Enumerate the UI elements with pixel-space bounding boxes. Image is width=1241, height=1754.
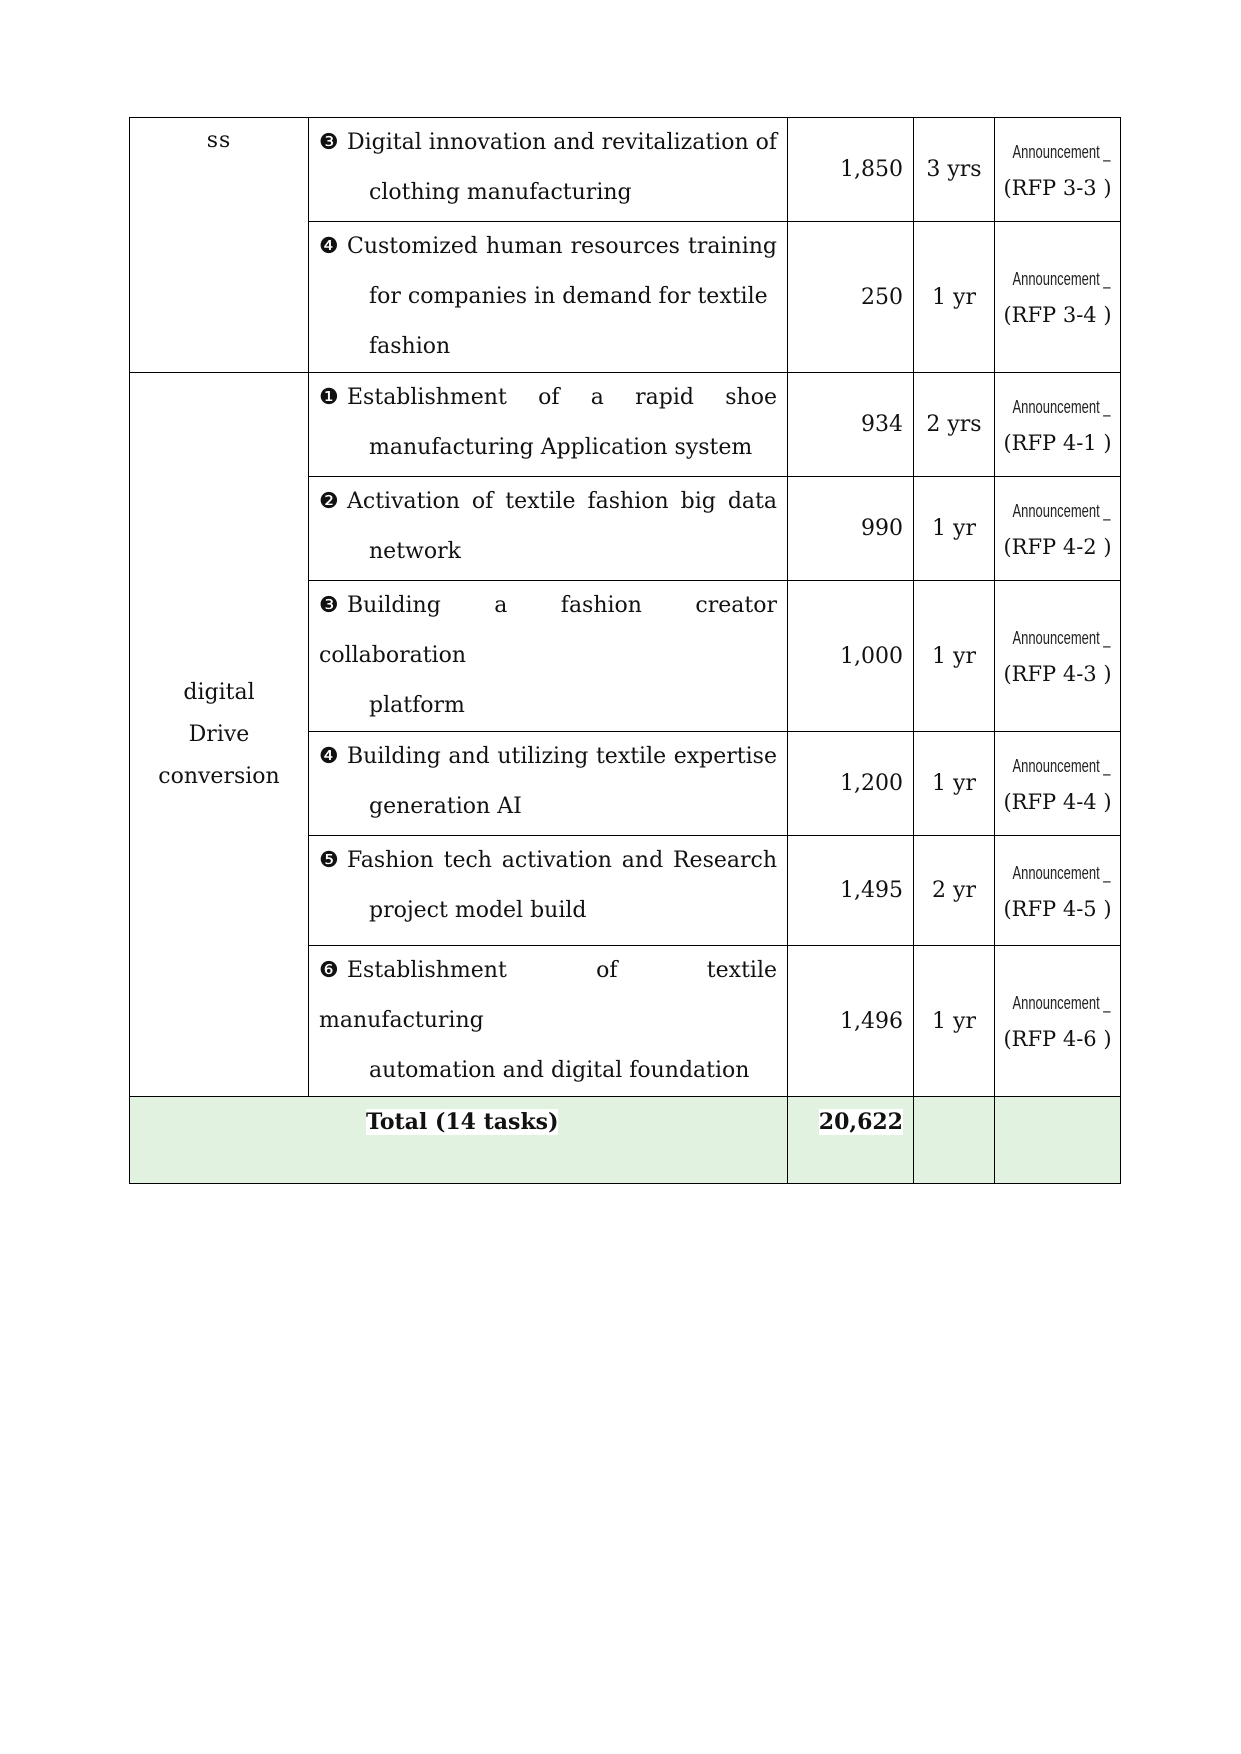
total-row bbox=[130, 1097, 1121, 1184]
rfp-code: (RFP 3-3 ) bbox=[1003, 175, 1112, 200]
budget-cell: 1,850 bbox=[788, 118, 914, 222]
budget-cell: 1,000 bbox=[788, 581, 914, 732]
rfp-cell bbox=[995, 946, 1121, 1097]
rfp-code: (RFP 4-1 ) bbox=[1003, 430, 1112, 455]
period-cell: 1 yr bbox=[914, 732, 995, 836]
total-label-cell bbox=[130, 1097, 788, 1184]
table-row bbox=[130, 373, 1121, 477]
budget-cell: 1,200 bbox=[788, 732, 914, 836]
task-title: Establishment of textile manufacturing bbox=[319, 958, 777, 1033]
total-rfp-cell bbox=[995, 1097, 1121, 1184]
budget-cell: 990 bbox=[788, 477, 914, 581]
task-title: Establishment of a rapid shoe bbox=[347, 385, 777, 410]
task-cell bbox=[309, 836, 788, 946]
task-title: Activation of textile fashion big data bbox=[347, 489, 777, 514]
task-title: Customized human resources training bbox=[347, 234, 777, 259]
category-label: ss bbox=[206, 128, 232, 153]
announcement-label: Announcement _ bbox=[1012, 500, 1111, 521]
announcement-label: Announcement _ bbox=[1012, 628, 1111, 648]
task-number-marker: ❸ bbox=[319, 593, 339, 618]
task-line bbox=[319, 118, 777, 168]
task-number-marker: ❷ bbox=[319, 489, 339, 514]
period-cell: 1 yr bbox=[914, 477, 995, 581]
budget-cell: 934 bbox=[788, 373, 914, 477]
task-title: Digital innovation and revitalization of bbox=[347, 130, 777, 155]
task-line: for companies in demand for textile bbox=[369, 284, 768, 309]
rfp-code: (RFP 3-4 ) bbox=[1003, 303, 1112, 327]
period-cell: 1 yr bbox=[914, 222, 995, 373]
task-cell bbox=[309, 373, 788, 477]
task-line: project model build bbox=[369, 898, 587, 923]
announcement-label: Announcement _ bbox=[1012, 755, 1111, 776]
category-cell bbox=[130, 118, 309, 373]
task-number-marker: ❹ bbox=[319, 744, 339, 769]
announcement-label: Announcement _ bbox=[1012, 141, 1111, 162]
task-line bbox=[319, 946, 777, 1046]
rfp-cell bbox=[995, 581, 1121, 732]
rfp-cell bbox=[995, 222, 1121, 373]
task-line bbox=[319, 732, 777, 782]
rfp-cell bbox=[995, 118, 1121, 222]
total-period-cell bbox=[914, 1097, 995, 1184]
rfp-code: (RFP 4-6 ) bbox=[1003, 1027, 1112, 1051]
task-number-marker: ❸ bbox=[319, 130, 339, 155]
task-line: automation and digital foundation bbox=[369, 1058, 750, 1083]
task-cell bbox=[309, 946, 788, 1097]
rfp-cell bbox=[995, 732, 1121, 836]
task-cell bbox=[309, 477, 788, 581]
total-value: 20,622 bbox=[818, 1109, 903, 1135]
period-cell: 2 yrs bbox=[914, 373, 995, 477]
announcement-label: Announcement _ bbox=[1012, 269, 1111, 289]
task-cell bbox=[309, 118, 788, 222]
task-number-marker: ❶ bbox=[319, 385, 339, 410]
rfp-cell bbox=[995, 373, 1121, 477]
task-line: network bbox=[369, 539, 461, 564]
category-label: digital bbox=[183, 679, 255, 705]
rfp-code: (RFP 4-2 ) bbox=[1003, 534, 1112, 559]
task-title: Fashion tech activation and Research bbox=[347, 848, 777, 873]
task-line: clothing manufacturing bbox=[369, 180, 632, 205]
budget-table bbox=[129, 117, 1121, 1184]
task-line bbox=[319, 477, 777, 527]
announcement-label: Announcement _ bbox=[1012, 862, 1111, 883]
task-number-marker: ❺ bbox=[319, 848, 339, 873]
period-cell: 1 yr bbox=[914, 946, 995, 1097]
budget-cell: 1,495 bbox=[788, 836, 914, 946]
task-line: platform bbox=[369, 693, 465, 718]
task-number-marker: ❹ bbox=[319, 234, 339, 259]
rfp-cell bbox=[995, 836, 1121, 946]
category-label: Drive bbox=[188, 721, 250, 747]
task-title: Building a fashion creator collaboration bbox=[319, 593, 777, 668]
category-label: conversion bbox=[158, 763, 280, 789]
task-cell bbox=[309, 581, 788, 732]
announcement-label: Announcement _ bbox=[1012, 993, 1111, 1013]
task-cell bbox=[309, 732, 788, 836]
task-line: fashion bbox=[369, 334, 451, 359]
rfp-code: (RFP 4-3 ) bbox=[1003, 662, 1112, 686]
task-title: Building and utilizing textile expertise bbox=[347, 744, 777, 769]
task-cell bbox=[309, 222, 788, 373]
task-number-marker: ❻ bbox=[319, 958, 339, 983]
rfp-cell bbox=[995, 477, 1121, 581]
table-row bbox=[130, 118, 1121, 222]
budget-table-body bbox=[130, 118, 1121, 1184]
period-cell: 3 yrs bbox=[914, 118, 995, 222]
budget-cell: 250 bbox=[788, 222, 914, 373]
task-line bbox=[319, 836, 777, 886]
period-cell: 2 yr bbox=[914, 836, 995, 946]
rfp-code: (RFP 4-5 ) bbox=[1003, 896, 1112, 921]
task-line bbox=[319, 373, 777, 423]
category-cell bbox=[130, 373, 309, 1097]
task-line: manufacturing Application system bbox=[369, 435, 753, 460]
total-value-cell bbox=[788, 1097, 914, 1184]
period-cell: 1 yr bbox=[914, 581, 995, 732]
budget-cell: 1,496 bbox=[788, 946, 914, 1097]
task-line bbox=[319, 222, 777, 272]
announcement-label: Announcement _ bbox=[1012, 396, 1111, 417]
rfp-code: (RFP 4-4 ) bbox=[1003, 789, 1112, 814]
task-line bbox=[319, 581, 777, 681]
total-label: Total (14 tasks) bbox=[366, 1109, 559, 1135]
task-line: generation AI bbox=[369, 794, 522, 819]
